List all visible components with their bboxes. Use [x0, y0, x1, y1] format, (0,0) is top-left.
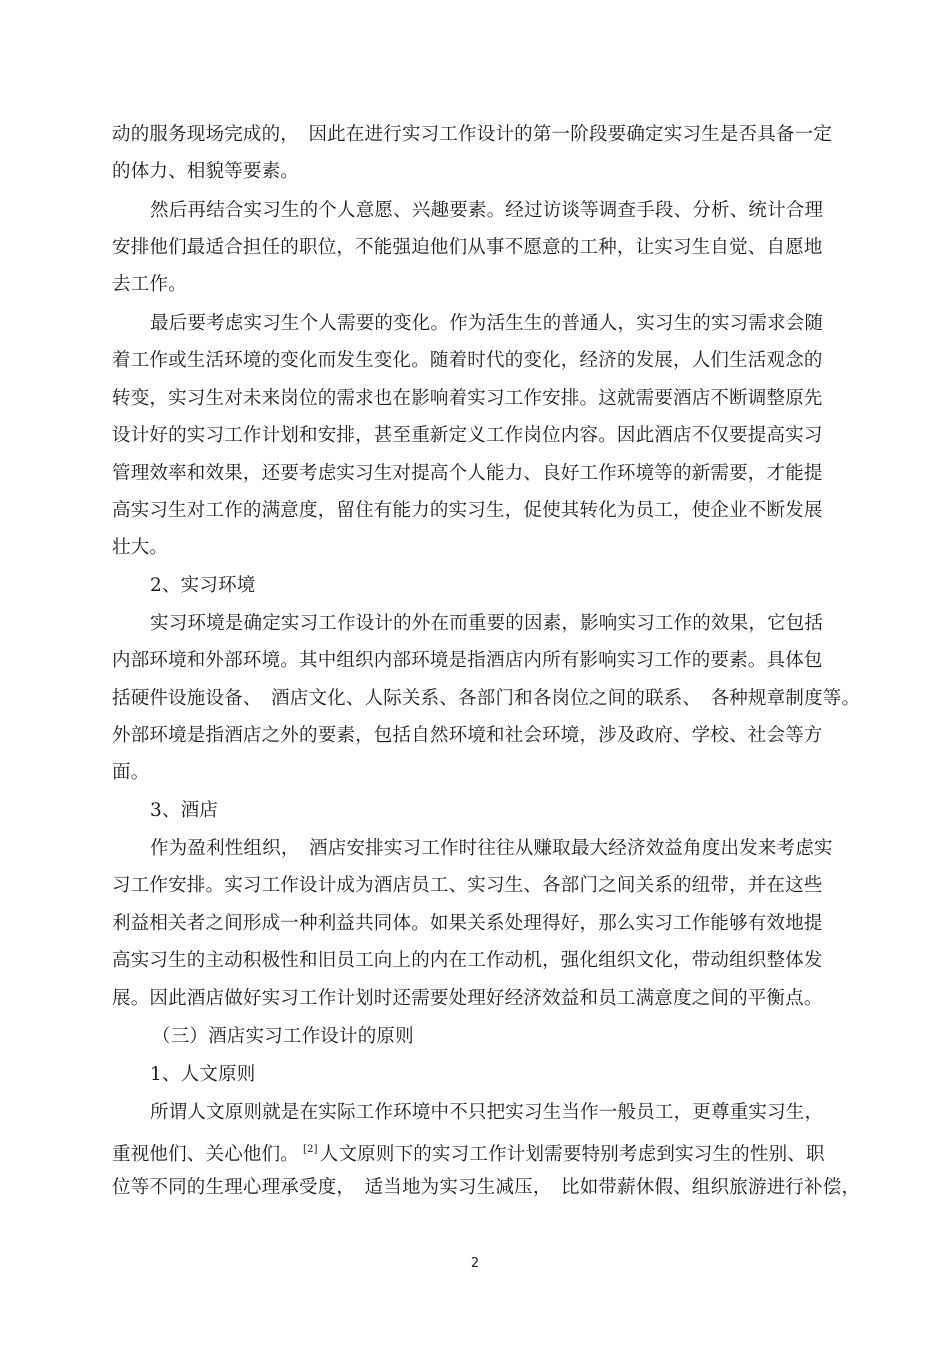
text-line: 的体力、相貌等要素。 [112, 161, 300, 182]
citation-ref[interactable]: [2] [303, 1144, 318, 1155]
text-line: 动的服务现场完成的， 因此在进行实习工作设计的第一阶段要确定实习生是否具备一定 [112, 124, 833, 145]
text-line: 括硬件设施设备、 酒店文化、人际关系、各部门和各岗位之间的联系、 各种规章制度等。 [112, 688, 861, 709]
text-line: 安排他们最适合担任的职位，不能强迫他们从事不愿意的工种，让实习生自觉、自愿地 [112, 237, 823, 258]
text-line: 内部环境和外部环境。其中组织内部环境是指酒店内所有影响实习工作的要素。具体包 [112, 650, 823, 671]
text-line: 利益相关者之间形成一种利益共同体。如果关系处理得好，那么实习工作能够有效地提 [112, 913, 823, 934]
text-line: 外部环境是指酒店之外的要素，包括自然环境和社会环境，涉及政府、学校、社会等方 [112, 725, 823, 746]
text-segment: 人文原则下的实习工作计划需要特别考虑到实习生的性别、职 [319, 1144, 825, 1165]
text-line: 着工作或生活环境的变化而发生变化。随着时代的变化，经济的发展，人们生活观念的 [112, 350, 823, 371]
text-line: 习工作安排。实习工作设计成为酒店员工、实习生、各部门之间关系的纽带，并在这些 [112, 875, 823, 896]
paragraph-start: 作为盈利性组织， 酒店安排实习工作时往往从赚取最大经济效益角度出发来考虑实 [150, 838, 833, 859]
text-line: 转变，实习生对未来岗位的需求也在影响着实习工作安排。这就需要酒店不断调整原先 [112, 388, 823, 409]
paragraph-start: 所谓人文原则就是在实际工作环境中不只把实习生当作一般员工，更尊重实习生， [150, 1102, 824, 1123]
section-heading: 1、人文原则 [150, 1064, 256, 1085]
text-line: 去工作。 [112, 274, 187, 295]
text-line: 壮大。 [112, 537, 169, 558]
page-number: 2 [470, 1256, 480, 1271]
text-line: 展。因此酒店做好实习工作计划时还需要处理好经济效益和员工满意度之间的平衡点。 [112, 988, 823, 1009]
text-line: 位等不同的生理心理承受度， 适当地为实习生减压， 比如带薪休假、组织旅游进行补偿， [112, 1177, 861, 1198]
text-line: 管理效率和效果，还要考虑实习生对提高个人能力、良好工作环境等的新需要，才能提 [112, 463, 823, 484]
paragraph-start: 然后再结合实习生的个人意愿、兴趣要素。经过访谈等调查手段、分析、统计合理 [150, 200, 824, 221]
chapter-heading: （三）酒店实习工作设计的原则 [152, 1026, 414, 1047]
text-line: 高实习生的主动积极性和旧员工向上的内在工作动机，强化组织文化，带动组织整体发 [112, 950, 823, 971]
text-line: 高实习生对工作的满意度，留住有能力的实习生，促使其转化为员工，使企业不断发展 [112, 500, 823, 521]
text-segment: 重视他们、关心他们。 [112, 1144, 300, 1165]
section-heading: 2、实习环境 [150, 575, 256, 596]
paragraph-start: 实习环境是确定实习工作设计的外在而重要的因素，影响实习工作的效果，它包括 [150, 613, 824, 634]
text-line: 设计好的实习工作计划和安排，甚至重新定义工作岗位内容。因此酒店不仅要提高实习 [112, 425, 823, 446]
paragraph-start: 最后要考虑实习生个人需要的变化。作为活生生的普通人，实习生的实习需求会随 [150, 313, 824, 334]
text-line-with-citation [112, 1137, 825, 1168]
text-line: 面。 [112, 762, 150, 783]
section-heading: 3、酒店 [150, 800, 219, 821]
